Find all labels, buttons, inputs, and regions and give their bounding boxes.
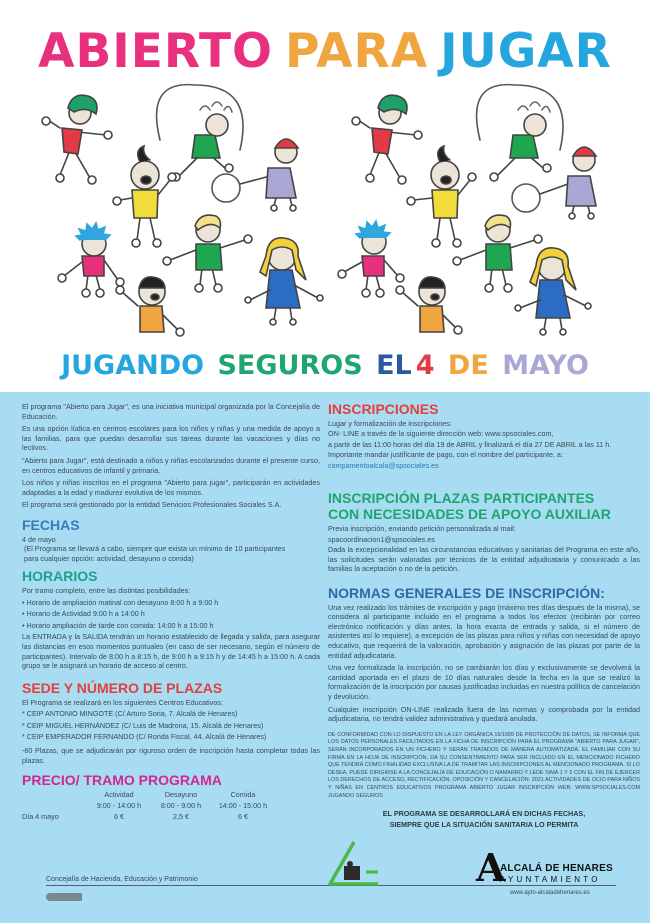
kid-figure bbox=[477, 85, 563, 181]
price-time: 9:00 - 14:00 h bbox=[96, 800, 142, 810]
fechas-date: 4 de mayo bbox=[22, 534, 56, 544]
horarios-intro: Por tramo completo, entre las distintas posibilidades: bbox=[22, 586, 191, 596]
inscripciones-line: Importante mandar justificante de pago, con el nombre del participante, a: bbox=[328, 450, 563, 460]
right-column bbox=[328, 402, 640, 830]
inscripciones-email-link[interactable]: campamentoalcala@spsociales.es bbox=[328, 461, 439, 471]
price-table bbox=[22, 790, 274, 823]
intro-paragraph: "Abierto para Jugar", está destinado a niños y niñas escolarizados durante el presente curso, en centros educativos de infantil y primaria. bbox=[22, 455, 320, 475]
price-time: 14:00 - 15:00 h bbox=[218, 800, 268, 810]
notice-line: SIEMPRE QUE LA SITUACIÓN SANITARIA LO PERMITA bbox=[389, 820, 579, 830]
sede-section bbox=[22, 681, 320, 765]
kid-figure bbox=[157, 85, 243, 181]
price-column-header: Actividad bbox=[104, 789, 134, 799]
kid-figure bbox=[396, 277, 462, 334]
kid-figure bbox=[352, 95, 422, 184]
price-times-row bbox=[22, 801, 274, 812]
subtitle-word: DE bbox=[447, 350, 489, 381]
normas-paragraph: Una vez formalizada la inscripción, no se cambiarán los días y exclusivamente se devolverá la cantidad aportada en el plazo de 10 días naturales desde la fecha en la que se realizó la formalización de la inscripción por causas justificadas incluidas en nuestra política de cancelación y devolución. bbox=[328, 663, 640, 702]
apoyo-email-link[interactable]: spacoordinacion1@spsociales.es bbox=[328, 534, 435, 544]
kid-figure bbox=[338, 221, 404, 297]
ciudad-educadora-logo-icon bbox=[326, 838, 382, 890]
ayuntamiento-name: ALCALÁ DE HENARES bbox=[500, 863, 613, 874]
kid-figure bbox=[42, 95, 112, 184]
horarios-section bbox=[22, 569, 320, 670]
title-word-jugar: JUGAR bbox=[440, 24, 612, 79]
price-row bbox=[22, 812, 274, 823]
title-word-abierto: ABIERTO bbox=[38, 24, 273, 79]
normas-heading: NORMAS GENERALES DE INSCRIPCIÓN: bbox=[328, 585, 605, 601]
subtitle-word: SEGUROS bbox=[217, 350, 363, 381]
kid-figure bbox=[163, 215, 252, 292]
fechas-note: (El Programa se llevará a cabo, siempre que exista un mínimo de 10 participantes bbox=[24, 544, 286, 554]
horarios-note: La ENTRADA y la SALIDA tendrán un horario establecido de llegada y salida, para asegurar las distancias en esos momentos puntuales (en caso de ser necesario, según el número de participantes). Intervalo de 8:00 h a 8:15 h, de 9:00 h a 9:15 h y de 14:45 h a 15:00 h. A cada grupo se le asignará un horario de acceso al centro. bbox=[22, 632, 320, 671]
info-panel bbox=[0, 392, 650, 923]
intro-section bbox=[22, 402, 320, 510]
sede-intro: El Programa se realizará en los siguientes Centros Educativos: bbox=[22, 697, 223, 707]
price-value: 6 € bbox=[114, 811, 124, 821]
inscripciones-line: a partir de las 11:00 horas del día 19 de ABRIL y finalizará el día 27 DE ABRIL a las 11 h. bbox=[328, 439, 612, 449]
price-value: 6 € bbox=[238, 811, 248, 821]
price-column-header: Desayuno bbox=[164, 789, 198, 799]
price-value: 2,5 € bbox=[173, 811, 189, 821]
fechas-heading: FECHAS bbox=[22, 516, 80, 533]
ayuntamiento-website-link[interactable]: www.ayto-alcaladehenares.es bbox=[510, 890, 590, 896]
kid-figure bbox=[113, 146, 176, 247]
apoyo-section bbox=[328, 491, 640, 574]
left-column bbox=[22, 402, 320, 823]
title-word-para: PARA bbox=[285, 24, 429, 79]
apoyo-text: Dada la excepcionalidad en las circunstancias educativas y sanitarias del Programa en este año, las solicitudes serán valoradas por técnicos de la entidad adjudicataria y comunicado a las familias la aceptación o no de la petición. bbox=[328, 545, 640, 574]
main-title bbox=[0, 24, 650, 79]
sede-center: * CEIP ANTONIO MINGOTE (C/ Arturo Soria, 7. Alcalá de Henares) bbox=[22, 709, 238, 719]
sede-center: * CEIP EMPERADOR FERNANDO (C/ Ronda Fiscal, 44. Alcalá de Henares) bbox=[22, 732, 267, 742]
sede-places: -60 Plazas, que se adjudicarán por riguroso orden de inscripción hasta completar todas las plazas. bbox=[22, 745, 320, 765]
subtitle-word: JUGANDO bbox=[61, 350, 205, 381]
kid-figure bbox=[515, 248, 591, 335]
subtitle-word: MAYO bbox=[502, 350, 589, 381]
concejalia-logo-icon bbox=[46, 893, 82, 901]
normas-paragraph: Una vez realizado los trámites de inscripción y pago (máximo tres días después de la misma), se considera al participante incluido en el programa a todos los efectos (recibirán por correo electrónico notificación y días antes, la hora exacta de entrada y salida, si el número de asistentes así lo requiere), a excepción de las plazas para niños y niñas con necesidad de apoyo educativo, que requerirá de la valoración, aprobación y asignación de las plazas por parte de la entidad adjudicataria. bbox=[328, 602, 640, 660]
inscripciones-line: ON- LINE a través de la siguiente dirección web: www.spsociales.com, bbox=[328, 429, 554, 439]
horario-item: • Horario de Actividad 9:00 h a 14:00 h bbox=[22, 609, 145, 619]
horario-item: • Horario de ampliación matinal con desayuno 8:00 h a 9:00 h bbox=[22, 597, 219, 607]
sanitary-notice bbox=[328, 808, 640, 830]
intro-paragraph: El programa será gestionado por la entidad Servicios Profesionales Sociales S.A. bbox=[22, 500, 282, 510]
inscripciones-line: Lugar y formalización de inscripciones: bbox=[328, 418, 452, 428]
kid-figure bbox=[453, 215, 542, 292]
fechas-section bbox=[22, 518, 320, 563]
footer-department: Concejalía de Hacienda, Educación y Patrimonio bbox=[46, 876, 198, 883]
kid-figure bbox=[407, 146, 476, 247]
apoyo-heading: CON NECESIDADES DE APOYO AUXILIAR bbox=[328, 506, 611, 523]
horario-item: • Horario ampliación de tarde con comida: 14:00 h a 15:00 h bbox=[22, 620, 214, 630]
event-subtitle bbox=[0, 352, 650, 379]
ayuntamiento-a-icon: A bbox=[476, 845, 506, 890]
subtitle-day: 4 bbox=[415, 350, 435, 381]
precio-heading: PRECIO/ TRAMO PROGRAMA bbox=[22, 772, 222, 789]
sede-heading: SEDE Y NÚMERO DE PLAZAS bbox=[22, 679, 223, 696]
intro-paragraph: Los niños y niñas inscritos en el programa "Abierto para jugar", participarán en actividades adaptadas a la edad y madurez evolutiva de los mismos. bbox=[22, 478, 320, 497]
subtitle-word: EL bbox=[376, 350, 412, 381]
precio-section bbox=[22, 773, 320, 823]
sede-center: * CEIP MIGUEL HERNÁNDEZ (C/ Luis de Madrona, 15. Alcalá de Henares) bbox=[22, 720, 264, 730]
kid-figure bbox=[245, 238, 323, 325]
kid-figure bbox=[116, 277, 184, 336]
children-playing-illustration bbox=[0, 80, 650, 350]
notice-line: EL PROGRAMA SE DESARROLLARÁ EN DICHAS FECHAS, bbox=[382, 809, 586, 819]
price-time: 8:00 - 9:00 h bbox=[160, 800, 202, 810]
ayuntamiento-subtitle: AYUNTAMIENTO bbox=[500, 875, 601, 884]
inscripciones-heading: INSCRIPCIONES bbox=[328, 401, 439, 417]
kid-figure bbox=[212, 139, 298, 211]
inscripciones-section bbox=[328, 402, 640, 471]
horarios-heading: HORARIOS bbox=[22, 568, 98, 585]
intro-paragraph: El programa "Abierto para Jugar", es una iniciativa municipal organizada por la Concejalía de Educación. bbox=[22, 402, 320, 421]
hero-banner bbox=[0, 0, 650, 392]
kid-figure bbox=[58, 223, 124, 297]
normas-paragraph: Cualquier inscripción ON-LINE realizada fuera de las normas y comprobada por la entidad adjudicataria, no tendrá validez administrativa y quedará anulada. bbox=[328, 704, 640, 724]
price-header-row bbox=[22, 790, 274, 801]
apoyo-heading: INSCRIPCIÓN PLAZAS PARTICIPANTES bbox=[328, 489, 595, 506]
price-column-header: Comida bbox=[230, 789, 256, 799]
fechas-note: para cualquier opción: actividad, desayuno o comida) bbox=[24, 553, 194, 563]
intro-paragraph: Es una opción lúdica en centros escolares para los niños y niñas y una medida de apoyo a las familias, para que puedan desarrollar sus tareas durante las vacaciones y días no lectivos. bbox=[22, 424, 320, 453]
data-protection-notice: DE CONFORMIDAD CON LO DISPUESTO EN LA LEY ORGÁNICA 15/1999 DE PROTECCIÓN DE DATOS, SE INFORMA QUE LOS DATOS PERSONALES FACILITADOS EN LA FICHA DE INSCRIPCIÓN PARA EL PROGRAMA "ABIERTO PARA JUGAR", SERÁN INCORPORADOS EN UN FICHERO Y SERÁN TRATADOS DE MANERA AUTOMATIZADA. EL FAMILIAR CON SU FIRMA EN LA HOJA DE INSCRIPCIÓN, DA SU CONSENTIMIENTO PARA SER INCLUIDO EN EL MENCIONADO FICHERO QUE TENDRÁ COMO FINALIDAD EXCLUSIVA LA DE TRAMITAR LAS INSCRIPCIONES AL MENCIONADO PROGRAMA. SI LO DESEA, PUEDE DIRIGIRSE A LA CONCEJALÍA DE EDUCACIÓN O NAMARRO Y LEDE SIMA 1 Y 2 CON EL FIN DE EJERCER LOS DERECHOS DE ACCESO, RECTIFICACIÓN, OPOSICIÓN Y CANCELACIÓN. 2021 ACTIVIDADES DE OCIO PARA NIÑOS Y NIÑAS EN CENTROS EDUCATIVOS PROGRAMA ABIERTO JUGAR INSCRIPCIÓN WEB: WWW.SPSOCIALES.COM JUGANDO SEGUROS bbox=[328, 731, 640, 799]
normas-section bbox=[328, 586, 640, 800]
apoyo-line: Previa inscripción, enviando petición personalizada al mail: bbox=[328, 524, 516, 534]
price-row-label: Día 4 mayo bbox=[22, 811, 59, 821]
